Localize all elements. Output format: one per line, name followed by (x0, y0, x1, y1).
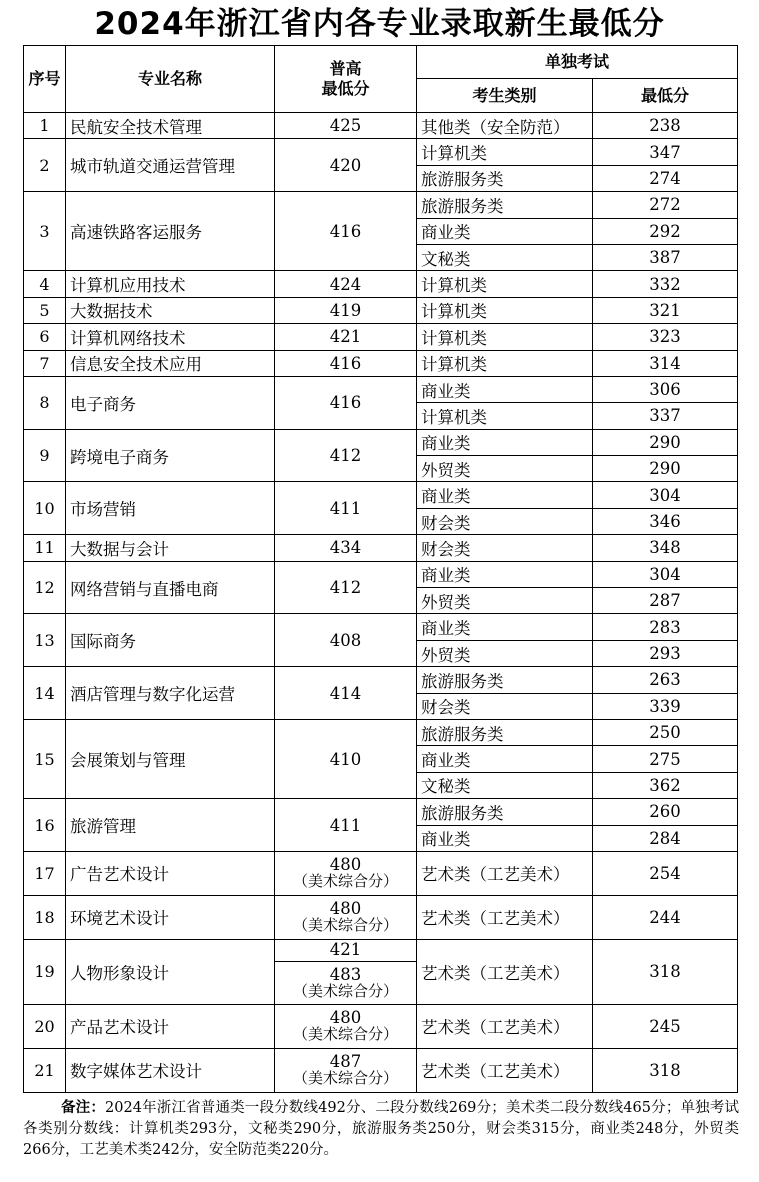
general-score-value: 487 (329, 1052, 362, 1072)
major-name-cell: 大数据与会计 (66, 535, 275, 561)
table-row (24, 482, 738, 508)
exam-min-score-cell: 290 (593, 456, 738, 482)
major-name-cell: 网络营销与直播电商 (66, 561, 275, 614)
seq-cell: 18 (24, 895, 66, 939)
table-row (24, 667, 738, 693)
exam-category-cell: 艺术类（工艺美术） (417, 1004, 593, 1048)
exam-min-score-cell: 339 (593, 693, 738, 719)
exam-min-score-cell: 293 (593, 640, 738, 666)
seq-cell: 17 (24, 851, 66, 895)
general-score-cell: 411 (275, 482, 417, 535)
table-row (24, 113, 738, 139)
exam-min-score-cell: 292 (593, 218, 738, 244)
major-name-cell: 城市轨道交通运营管理 (66, 139, 275, 192)
general-score-cell (275, 895, 417, 939)
footnote (23, 1098, 739, 1161)
exam-min-score-cell: 283 (593, 614, 738, 640)
exam-min-score-cell: 337 (593, 403, 738, 429)
general-score-cell: 410 (275, 719, 417, 798)
major-name-cell: 环境艺术设计 (66, 895, 275, 939)
exam-category-cell: 文秘类 (417, 244, 593, 270)
exam-min-score-cell: 323 (593, 324, 738, 350)
general-score-cell: 416 (275, 376, 417, 429)
seq-cell: 8 (24, 376, 66, 429)
major-name-cell: 产品艺术设计 (66, 1004, 275, 1048)
exam-min-score-cell: 275 (593, 746, 738, 772)
general-score-value: 483 (329, 964, 362, 984)
general-score-note: （美术综合分） (292, 1069, 398, 1088)
header-category: 考生类别 (417, 79, 593, 113)
seq-cell: 12 (24, 561, 66, 614)
general-score-note: （美术综合分） (292, 916, 398, 935)
seq-cell: 5 (24, 297, 66, 323)
table-row (24, 429, 738, 455)
exam-min-score-cell: 263 (593, 667, 738, 693)
exam-min-score-cell: 260 (593, 799, 738, 825)
exam-min-score-cell: 238 (593, 113, 738, 139)
seq-cell: 7 (24, 350, 66, 376)
exam-category-cell: 商业类 (417, 746, 593, 772)
exam-category-cell: 商业类 (417, 825, 593, 851)
seq-cell: 21 (24, 1048, 66, 1092)
exam-category-cell: 财会类 (417, 535, 593, 561)
general-score-cell: 416 (275, 350, 417, 376)
seq-cell: 2 (24, 139, 66, 192)
exam-category-cell: 外贸类 (417, 456, 593, 482)
general-score-cell: 408 (275, 614, 417, 667)
general-score-cell (275, 961, 417, 1004)
general-score-cell (275, 1004, 417, 1048)
exam-category-cell: 艺术类（工艺美术） (417, 851, 593, 895)
table-row (24, 561, 738, 587)
table-row (24, 799, 738, 825)
exam-category-cell: 艺术类（工艺美术） (417, 895, 593, 939)
exam-category-cell: 其他类（安全防范） (417, 113, 593, 139)
seq-cell: 1 (24, 113, 66, 139)
exam-category-cell: 财会类 (417, 508, 593, 534)
exam-min-score-cell: 347 (593, 139, 738, 165)
major-name-cell: 广告艺术设计 (66, 851, 275, 895)
exam-min-score-cell: 387 (593, 244, 738, 270)
general-score-value: 480 (329, 1008, 362, 1028)
header-general-line1: 普高 (329, 59, 362, 78)
exam-min-score-cell: 290 (593, 429, 738, 455)
major-name-cell: 跨境电子商务 (66, 429, 275, 482)
general-score-cell (275, 1048, 417, 1092)
exam-min-score-cell: 332 (593, 271, 738, 297)
exam-min-score-cell: 346 (593, 508, 738, 534)
major-name-cell: 国际商务 (66, 614, 275, 667)
major-name-cell: 民航安全技术管理 (66, 113, 275, 139)
exam-min-score-cell: 254 (593, 851, 738, 895)
major-name-cell: 信息安全技术应用 (66, 350, 275, 376)
table-row (24, 139, 738, 165)
general-score-cell: 412 (275, 561, 417, 614)
major-name-cell: 市场营销 (66, 482, 275, 535)
seq-cell: 16 (24, 799, 66, 852)
general-score-value: 421 (329, 940, 362, 960)
exam-category-cell: 外贸类 (417, 640, 593, 666)
exam-category-cell: 商业类 (417, 376, 593, 402)
exam-min-score-cell: 245 (593, 1004, 738, 1048)
exam-category-cell: 计算机类 (417, 139, 593, 165)
general-score-value: 480 (329, 899, 362, 919)
general-score-cell: 421 (275, 324, 417, 350)
table-row (24, 297, 738, 323)
exam-min-score-cell: 362 (593, 772, 738, 798)
exam-min-score-cell: 250 (593, 719, 738, 745)
seq-cell: 19 (24, 939, 66, 1004)
general-score-cell: 434 (275, 535, 417, 561)
general-score-cell: 416 (275, 192, 417, 271)
major-name-cell: 计算机应用技术 (66, 271, 275, 297)
seq-cell: 4 (24, 271, 66, 297)
header-general-score (275, 46, 417, 113)
exam-category-cell: 外贸类 (417, 588, 593, 614)
exam-category-cell: 计算机类 (417, 350, 593, 376)
exam-category-cell: 旅游服务类 (417, 165, 593, 191)
header-min-score: 最低分 (593, 79, 738, 113)
table-row (24, 851, 738, 895)
exam-category-cell: 旅游服务类 (417, 192, 593, 218)
table-row (24, 535, 738, 561)
table-row (24, 895, 738, 939)
exam-category-cell: 文秘类 (417, 772, 593, 798)
exam-min-score-cell: 287 (593, 588, 738, 614)
page-title: 2024年浙江省内各专业录取新生最低分 (94, 6, 665, 42)
exam-category-cell: 商业类 (417, 614, 593, 640)
general-score-cell: 424 (275, 271, 417, 297)
seq-cell: 15 (24, 719, 66, 798)
table-row (24, 1004, 738, 1048)
exam-min-score-cell: 272 (593, 192, 738, 218)
seq-cell: 6 (24, 324, 66, 350)
exam-category-cell: 计算机类 (417, 297, 593, 323)
table-row (24, 350, 738, 376)
seq-cell: 3 (24, 192, 66, 271)
exam-category-cell: 财会类 (417, 693, 593, 719)
table-row (24, 939, 738, 961)
major-name-cell: 电子商务 (66, 376, 275, 429)
footnote-text: 2024年浙江省普通类一段分数线492分、二段分数线269分；美术类二段分数线465分；单独考试各类别分数线：计算机类293分，文秘类290分，旅游服务类250分，财会类315分，商业类248分，外贸类266分，工艺美术类242分，安全防范类220分。 (23, 1100, 740, 1158)
major-name-cell: 人物形象设计 (66, 939, 275, 1004)
header-seq: 序号 (24, 46, 66, 113)
general-score-cell: 420 (275, 139, 417, 192)
exam-category-cell: 旅游服务类 (417, 799, 593, 825)
seq-cell: 13 (24, 614, 66, 667)
exam-min-score-cell: 306 (593, 376, 738, 402)
exam-min-score-cell: 284 (593, 825, 738, 851)
exam-category-cell: 商业类 (417, 561, 593, 587)
exam-category-cell: 商业类 (417, 218, 593, 244)
major-name-cell: 会展策划与管理 (66, 719, 275, 798)
exam-min-score-cell: 321 (593, 297, 738, 323)
admission-score-table (23, 45, 738, 1093)
table-row (24, 376, 738, 402)
exam-min-score-cell: 318 (593, 1048, 738, 1092)
table-row (24, 614, 738, 640)
general-score-cell: 412 (275, 429, 417, 482)
seq-cell: 11 (24, 535, 66, 561)
exam-min-score-cell: 318 (593, 939, 738, 1004)
general-score-note: （美术综合分） (292, 1025, 398, 1044)
exam-category-cell: 艺术类（工艺美术） (417, 939, 593, 1004)
general-score-note: （美术综合分） (292, 981, 398, 1000)
major-name-cell: 计算机网络技术 (66, 324, 275, 350)
general-score-cell: 425 (275, 113, 417, 139)
table-row (24, 1048, 738, 1092)
table-row (24, 719, 738, 745)
general-score-cell (275, 939, 417, 961)
general-score-cell: 419 (275, 297, 417, 323)
general-score-cell: 414 (275, 667, 417, 720)
exam-min-score-cell: 348 (593, 535, 738, 561)
major-name-cell: 旅游管理 (66, 799, 275, 852)
exam-category-cell: 计算机类 (417, 324, 593, 350)
header-general-line2: 最低分 (321, 79, 370, 98)
exam-min-score-cell: 244 (593, 895, 738, 939)
seq-cell: 14 (24, 667, 66, 720)
exam-min-score-cell: 304 (593, 561, 738, 587)
exam-category-cell: 艺术类（工艺美术） (417, 1048, 593, 1092)
general-score-cell (275, 851, 417, 895)
exam-min-score-cell: 314 (593, 350, 738, 376)
major-name-cell: 大数据技术 (66, 297, 275, 323)
exam-category-cell: 旅游服务类 (417, 719, 593, 745)
seq-cell: 20 (24, 1004, 66, 1048)
exam-category-cell: 旅游服务类 (417, 667, 593, 693)
major-name-cell: 数字媒体艺术设计 (66, 1048, 275, 1092)
exam-min-score-cell: 274 (593, 165, 738, 191)
exam-category-cell: 计算机类 (417, 403, 593, 429)
footnote-label: 备注： (61, 1100, 106, 1116)
general-score-value: 480 (329, 855, 362, 875)
seq-cell: 10 (24, 482, 66, 535)
general-score-note: （美术综合分） (292, 872, 398, 891)
seq-cell: 9 (24, 429, 66, 482)
exam-min-score-cell: 304 (593, 482, 738, 508)
exam-category-cell: 计算机类 (417, 271, 593, 297)
major-name-cell: 酒店管理与数字化运营 (66, 667, 275, 720)
major-name-cell: 高速铁路客运服务 (66, 192, 275, 271)
exam-category-cell: 商业类 (417, 429, 593, 455)
header-single-exam: 单独考试 (417, 46, 738, 79)
general-score-cell: 411 (275, 799, 417, 852)
table-row (24, 324, 738, 350)
header-major: 专业名称 (66, 46, 275, 113)
table-row (24, 271, 738, 297)
table-row (24, 192, 738, 218)
exam-category-cell: 商业类 (417, 482, 593, 508)
